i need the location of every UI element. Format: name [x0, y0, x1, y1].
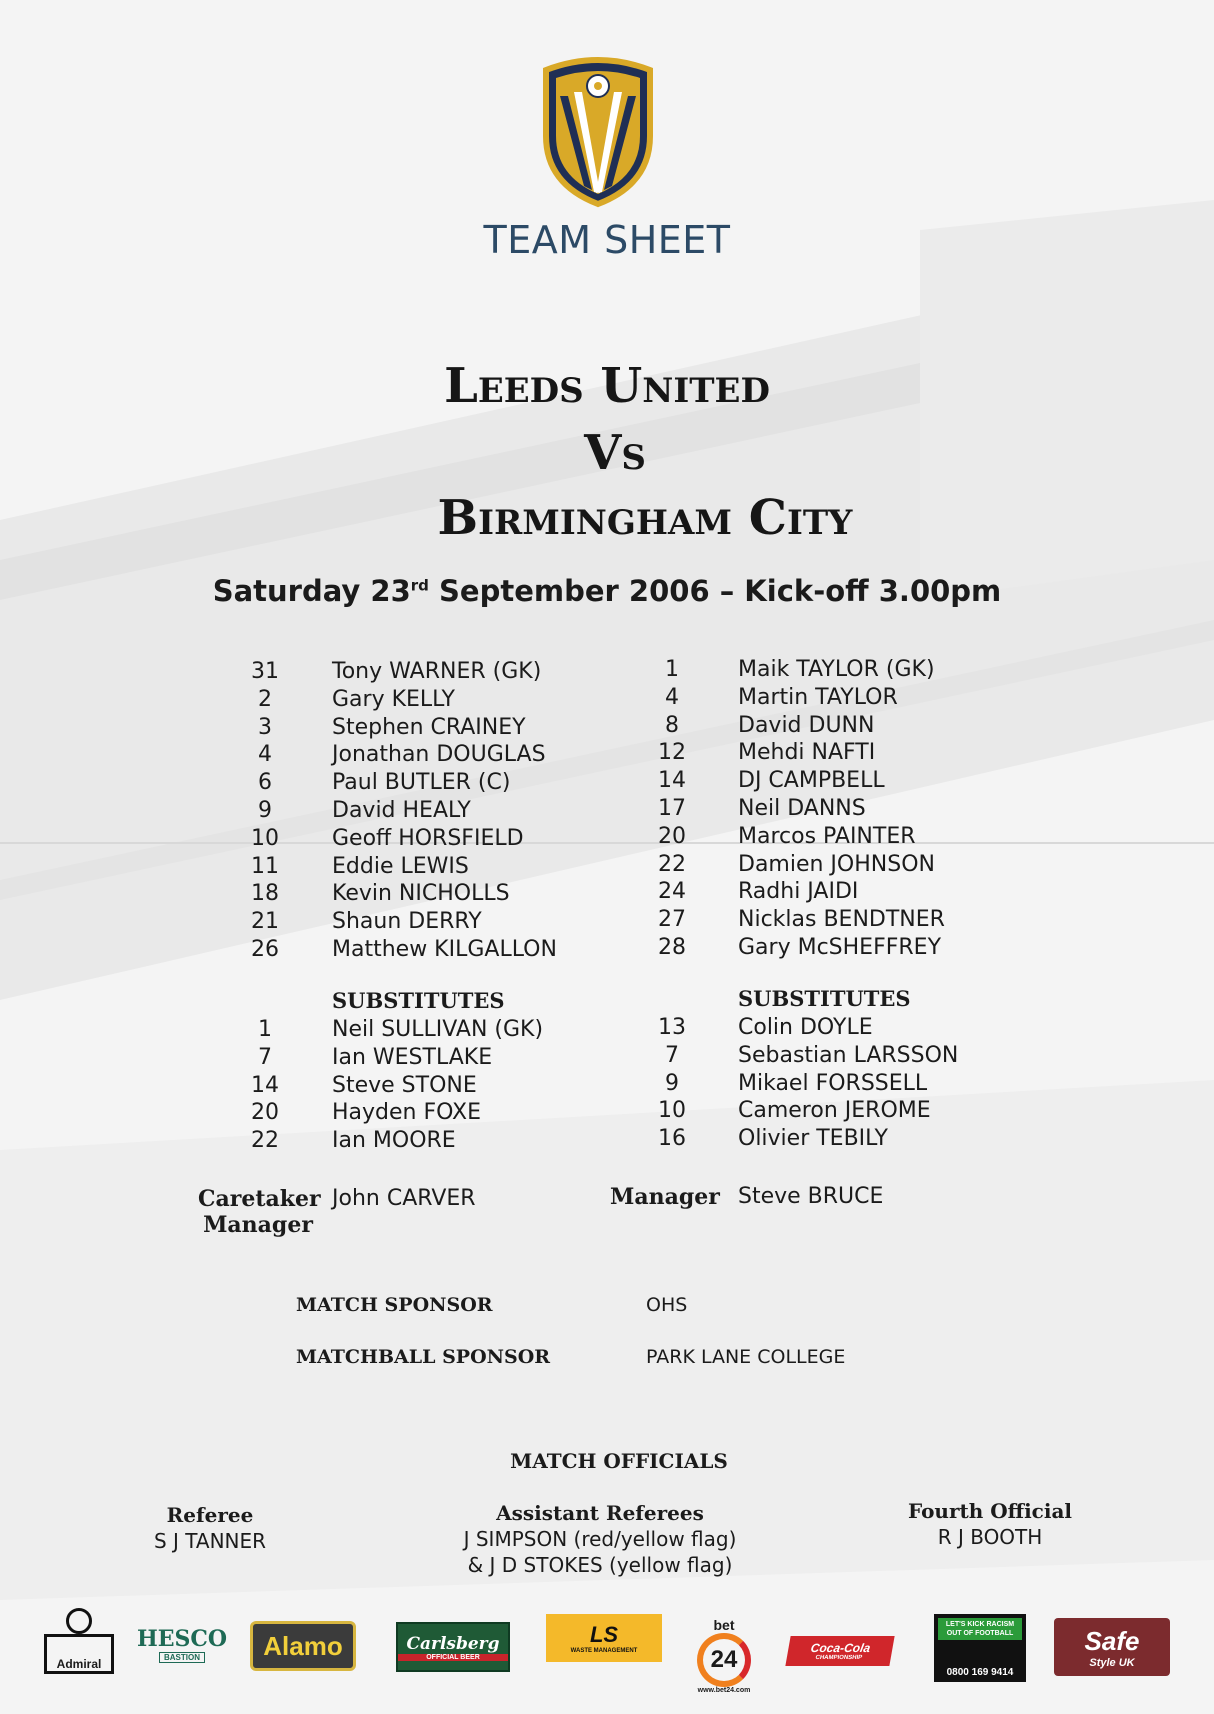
home-player-name: Matthew KILGALLON: [332, 937, 557, 962]
hesco-logo-icon: [136, 1622, 228, 1666]
away-player-number: 17: [658, 796, 686, 821]
match-date: [0, 574, 1214, 608]
home-sub-number: 7: [258, 1044, 272, 1070]
home-player-number: 31: [251, 659, 279, 684]
away-player-number: 20: [658, 823, 686, 849]
away-sub-name: Colin DOYLE: [738, 1015, 873, 1040]
versus-label: Vs: [584, 425, 646, 481]
away-player-name: Radhi JAIDI: [738, 879, 859, 905]
safestyle-logo-icon: [1054, 1618, 1170, 1676]
away-player-number: 12: [658, 740, 686, 766]
away-player-name: David DUNN: [738, 712, 875, 738]
alamo-logo-text: Alamo: [263, 1630, 343, 1661]
assistant-referees-label: Assistant Referees: [496, 1501, 704, 1525]
away-substitutes-heading: SUBSTITUTES: [738, 986, 911, 1011]
matchball-sponsor-label: MATCHBALL SPONSOR: [296, 1346, 551, 1368]
away-player-number: 28: [658, 935, 686, 960]
home-player-name: Jonathan DOUGLAS: [332, 742, 546, 768]
away-sub-number: 16: [658, 1126, 686, 1152]
away-sub-number: 13: [658, 1015, 686, 1040]
away-sub-number: 10: [658, 1098, 686, 1124]
home-sub-number: 1: [258, 1017, 272, 1042]
match-sponsor-label: MATCH SPONSOR: [296, 1294, 493, 1316]
home-sub-name: Steve STONE: [332, 1072, 477, 1098]
referee-name: S J TANNER: [153, 1529, 267, 1553]
home-player-name: Shaun DERRY: [332, 909, 482, 935]
waste-management-logo-sub: WASTE MANAGEMENT: [570, 1648, 638, 1654]
match-officials-heading: MATCH OFFICIALS: [510, 1449, 728, 1473]
fourth-official-label: Fourth Official: [907, 1499, 1073, 1523]
home-player-name: Paul BUTLER (C): [332, 770, 511, 796]
date-suffix: rd: [410, 576, 429, 595]
home-sub-name: Ian MOORE: [332, 1128, 456, 1154]
coca-cola-logo-text: Coca-Cola: [809, 1641, 872, 1655]
home-player-number: 2: [258, 686, 272, 712]
home-manager-label-line2: Manager: [203, 1212, 313, 1238]
home-manager-name: John CARVER: [332, 1186, 476, 1211]
away-player-name: Martin TAYLOR: [738, 684, 898, 710]
away-player-name: Gary McSHEFFREY: [738, 935, 942, 960]
away-player-name: Mehdi NAFTI: [738, 740, 876, 766]
home-sub-name: Neil SULLIVAN (GK): [332, 1017, 544, 1042]
matchball-sponsor-value: PARK LANE COLLEGE: [646, 1346, 846, 1368]
away-player-name: Maik TAYLOR (GK): [738, 657, 935, 682]
home-player-number: 4: [258, 742, 272, 768]
home-player-number: 26: [251, 937, 279, 962]
home-sub-number: 22: [251, 1128, 279, 1154]
away-player-name: Damien JOHNSON: [738, 851, 935, 877]
away-manager-label: Manager: [610, 1184, 720, 1210]
date-rest: September 2006 – Kick-off 3.00pm: [428, 574, 1002, 608]
home-sub-name: Ian WESTLAKE: [332, 1044, 493, 1070]
safestyle-logo-text: Safe: [1084, 1625, 1140, 1656]
home-player-number: 3: [258, 714, 272, 740]
away-sub-name: Mikael FORSSELL: [738, 1070, 928, 1096]
assistant-referee-1: J SIMPSON (red/yellow flag): [463, 1527, 737, 1551]
hesco-logo-text: HESCO: [136, 1625, 228, 1652]
match-sponsor-value: OHS: [646, 1294, 688, 1316]
home-substitutes-heading: SUBSTITUTES: [332, 988, 505, 1013]
safestyle-logo-sub: Style UK: [1089, 1656, 1135, 1669]
home-sub-name: Hayden FOXE: [332, 1100, 482, 1126]
home-player-number: 11: [251, 853, 279, 879]
home-manager-label-line1: Caretaker: [198, 1186, 321, 1212]
home-player-number: 10: [251, 825, 279, 851]
away-player-number: 24: [658, 879, 686, 905]
away-player-number: 8: [665, 712, 679, 738]
carlsberg-logo-text: Carlsberg: [406, 1633, 500, 1654]
away-sub-number: 7: [665, 1042, 679, 1068]
home-sub-number: 14: [251, 1072, 279, 1098]
kick-racism-logo-sub: 0800 169 9414: [946, 1667, 1014, 1678]
kick-racism-logo-text: LET'S KICK RACISM OUT OF FOOTBALL: [938, 1618, 1022, 1640]
home-sub-number: 20: [251, 1100, 279, 1126]
home-player-number: 6: [258, 770, 272, 796]
lufc-crest-icon: [538, 56, 658, 212]
away-sub-number: 9: [665, 1070, 679, 1096]
bet24-logo-icon: [688, 1614, 760, 1696]
bet24-logo-text: 24: [697, 1633, 751, 1687]
admiral-logo-icon: [44, 1606, 114, 1676]
away-team-name: Birmingham City: [437, 490, 853, 546]
away-manager-name: Steve BRUCE: [738, 1184, 884, 1209]
hesco-logo-sub: BASTION: [159, 1652, 205, 1663]
away-sub-name: Sebastian LARSSON: [738, 1042, 959, 1068]
home-player-name: Kevin NICHOLLS: [332, 881, 510, 907]
home-player-name: David HEALY: [332, 798, 471, 823]
home-player-name: Eddie LEWIS: [332, 853, 469, 879]
away-player-number: 14: [658, 768, 686, 794]
kick-racism-logo-icon: [934, 1614, 1026, 1682]
away-player-name: Marcos PAINTER: [738, 823, 916, 849]
carlsberg-logo-sub: OFFICIAL BEER: [398, 1654, 508, 1661]
admiral-logo-text: Admiral: [44, 1634, 114, 1674]
home-player-name: Geoff HORSFIELD: [332, 825, 524, 851]
alamo-logo-icon: [250, 1621, 356, 1671]
date-day: Saturday 23: [212, 574, 411, 608]
waste-management-logo-text: LS: [589, 1622, 619, 1647]
carlsberg-logo-icon: [396, 1622, 510, 1672]
home-player-number: 21: [251, 909, 279, 935]
coca-cola-championship-logo-icon: [785, 1636, 894, 1666]
away-player-number: 27: [658, 907, 686, 933]
fourth-official-name: R J BOOTH: [937, 1525, 1043, 1549]
waste-management-logo-icon: [546, 1614, 662, 1662]
away-player-name: DJ CAMPBELL: [738, 768, 885, 794]
away-sub-name: Olivier TEBILY: [738, 1126, 888, 1152]
referee-label: Referee: [166, 1503, 254, 1527]
coca-cola-logo-sub: CHAMPIONSHIP: [814, 1655, 863, 1661]
home-manager-label: [198, 1186, 321, 1238]
away-player-name: Neil DANNS: [738, 796, 866, 821]
away-player-name: Nicklas BENDTNER: [738, 907, 945, 933]
bet24-logo-top: bet: [713, 1616, 735, 1633]
home-player-name: Gary KELLY: [332, 686, 455, 712]
away-player-number: 4: [665, 684, 679, 710]
bet24-logo-sub: www.bet24.com: [697, 1686, 751, 1694]
team-sheet-title: TEAM SHEET: [483, 218, 731, 262]
away-player-number: 1: [665, 657, 679, 682]
home-player-number: 9: [258, 798, 272, 823]
home-player-number: 18: [251, 881, 279, 907]
assistant-referee-2: & J D STOKES (yellow flag): [467, 1553, 733, 1577]
home-team-name: Leeds United: [444, 358, 770, 414]
home-player-name: Stephen CRAINEY: [332, 714, 526, 740]
home-player-name: Tony WARNER (GK): [332, 659, 542, 684]
away-sub-name: Cameron JEROME: [738, 1098, 931, 1124]
away-player-number: 22: [658, 851, 686, 877]
